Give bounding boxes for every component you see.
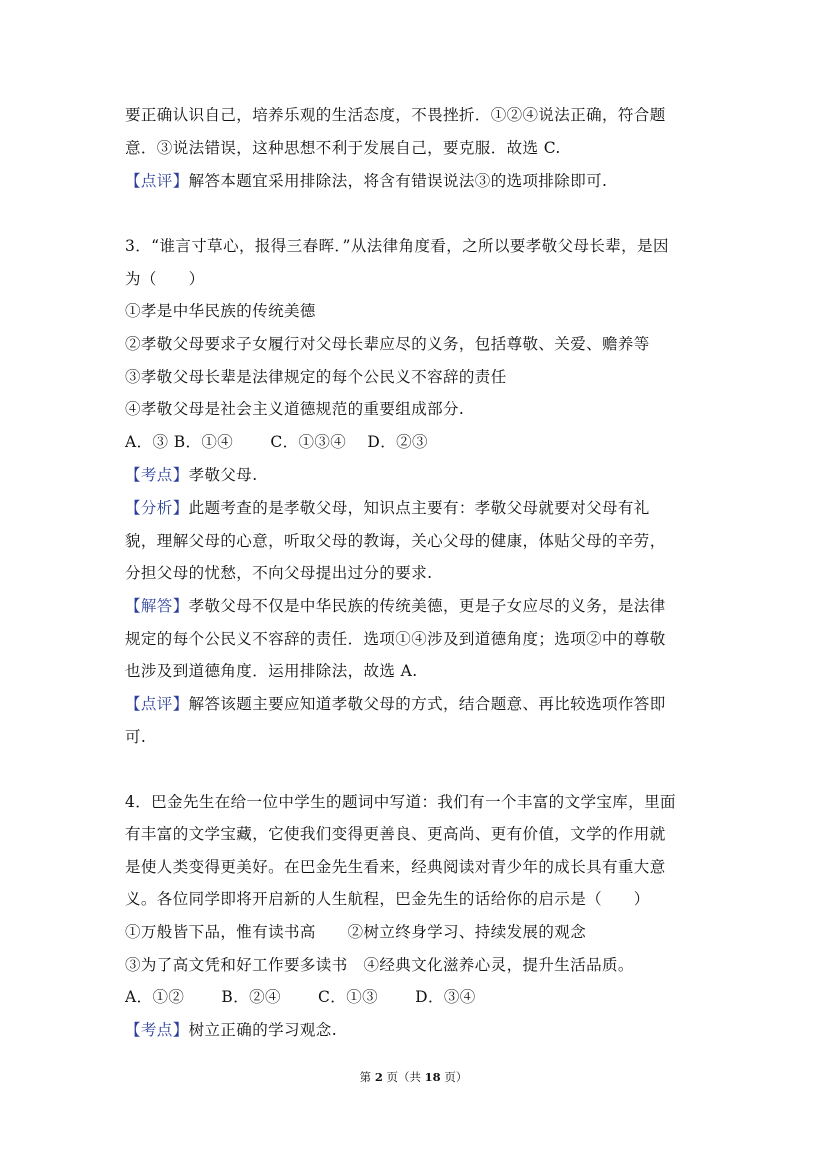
comment-line	[125, 693, 710, 715]
jieda-line	[125, 595, 710, 617]
question-3-stem: 为（ ）	[125, 270, 205, 288]
fenxi-tag: 【分析】	[125, 499, 189, 517]
question-3-option: ④孝敬父母是社会主义道德规范的重要组成部分.	[125, 400, 465, 418]
comment-line	[125, 170, 710, 192]
question-3-option: ①孝是中华民族的传统美德	[125, 302, 316, 320]
page-footer	[0, 1069, 827, 1085]
fenxi-text: 此题考查的是孝敬父母，知识点主要有：孝敬父母就要对父母有礼	[188, 499, 650, 517]
fenxi-line: 分担父母的忧愁，不向父母提出过分的要求.	[125, 564, 433, 582]
comment-line: 可.	[125, 728, 147, 746]
jieda-text: 孝敬父母不仅是中华民族的传统美德，更是子女应尽的义务，是法律	[188, 597, 666, 615]
footer-page-number: 2	[374, 1070, 383, 1084]
text-line: 意．③说法错误，这种思想不利于发展自己，要克服．故选 C.	[125, 139, 561, 157]
kaodian-text: 孝敬父母.	[188, 466, 258, 484]
question-4-stem: 是使人类变得更美好。在巴金先生看来，经典阅读对青少年的成长具有重大意	[125, 858, 666, 876]
question-4-stem: 4．巴金先生在给一位中学生的题词中写道：我们有一个丰富的文学宝库，里面	[125, 793, 676, 811]
fenxi-line: 貌，理解父母的心意，听取父母的教诲，关心父母的健康，体贴父母的辛劳，	[125, 532, 666, 550]
comment-text: 解答本题宜采用排除法，将含有错误说法③的选项排除即可.	[188, 172, 608, 190]
question-3-option: ③孝敬父母长辈是法律规定的每个公民义不容辞的责任	[125, 368, 507, 386]
kaodian-tag: 【考点】	[125, 1021, 189, 1039]
text-line: 要正确认识自己，培养乐观的生活态度，不畏挫折．①②④说法正确，符合题	[125, 106, 666, 124]
question-4-option: ③为了高文凭和好工作要多读书 ④经典文化滋养心灵，提升生活品质。	[125, 956, 634, 974]
footer-total-pages: 18	[424, 1070, 441, 1084]
question-4-option: ①万般皆下品，惟有读书高 ②树立终身学习、持续发展的观念	[125, 923, 587, 941]
question-4-stem: 有丰富的文学宝藏，它使我们变得更善良、更高尚、更有价值，文学的作用就	[125, 825, 666, 843]
footer-mid: 页（共	[386, 1070, 421, 1084]
question-4-stem: 义。各位同学即将开启新的人生航程，巴金先生的话给你的启示是（ ）	[125, 890, 650, 908]
jieda-line: 也涉及到道德角度．运用排除法，故选 A.	[125, 662, 418, 680]
footer-suffix: 页）	[444, 1070, 468, 1084]
footer-prefix: 第	[359, 1070, 372, 1084]
kaodian-line	[125, 464, 710, 486]
question-3-option: ②孝敬父母要求子女履行对父母长辈应尽的义务，包括尊敬、关爱、赡养等	[125, 335, 650, 353]
comment-tag: 【点评】	[125, 172, 189, 190]
comment-text: 解答该题主要应知道孝敬父母的方式，结合题意、再比较选项作答即	[188, 695, 666, 713]
jieda-tag: 【解答】	[125, 597, 189, 615]
comment-tag: 【点评】	[125, 695, 189, 713]
question-3-stem: 3．“谁言寸草心，报得三春晖．”从法律角度看，之所以要孝敬父母长辈，是因	[125, 237, 669, 255]
kaodian-line	[125, 1019, 710, 1041]
kaodian-tag: 【考点】	[125, 466, 189, 484]
jieda-line: 规定的每个公民义不容辞的责任．选项①④涉及到道德角度；选项②中的尊敬	[125, 630, 666, 648]
question-4-answers: A．①② B．②④ C．①③ D．③④	[125, 988, 476, 1006]
kaodian-text: 树立正确的学习观念.	[188, 1021, 338, 1039]
fenxi-line	[125, 497, 710, 519]
question-3-answers: A．③ B．①④ C．①③④ D．②③	[125, 433, 428, 451]
